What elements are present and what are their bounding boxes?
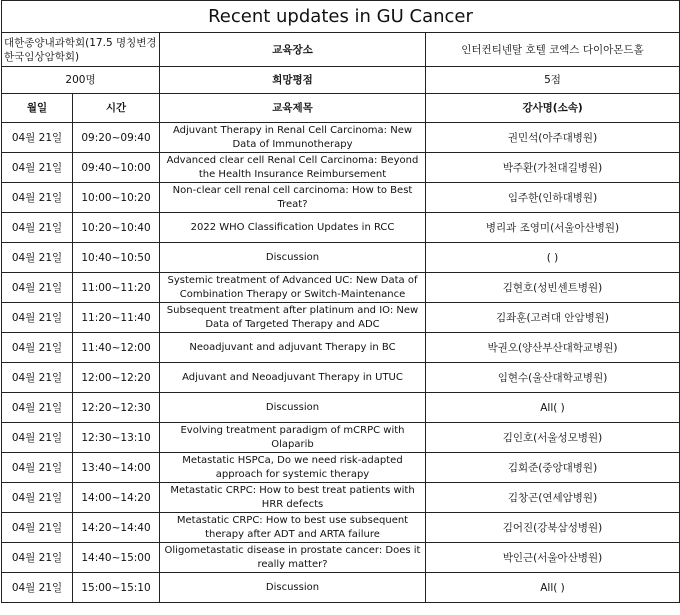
time-cell: 09:40~10:00: [73, 153, 160, 183]
time-cell: 14:20~14:40: [73, 513, 160, 543]
speaker-cell: 김창곤(연세암병원): [426, 483, 680, 513]
time-cell: 12:30~13:10: [73, 423, 160, 453]
topic-cell: Non-clear cell renal cell carcinoma: How to Best Treat?: [160, 183, 426, 213]
topic-cell: Metastatic CRPC: How to best treat patients with HRR defects: [160, 483, 426, 513]
topic-cell: Discussion: [160, 573, 426, 603]
time-cell: 15:00~15:10: [73, 573, 160, 603]
rating-value: 5점: [426, 67, 680, 94]
speaker-cell: 김인호(서울성모병원): [426, 423, 680, 453]
date-cell: 04월 21일: [2, 483, 73, 513]
table-row: [2, 303, 680, 333]
date-cell: 04월 21일: [2, 573, 73, 603]
column-header-topic: 교육제목: [160, 94, 426, 123]
venue-value: 인터컨티넨탈 호텔 코엑스 다이아몬드홀: [426, 33, 680, 67]
table-row: [2, 123, 680, 153]
speaker-cell: 김좌훈(고려대 안암병원): [426, 303, 680, 333]
table-row: [2, 213, 680, 243]
venue-label: 교육장소: [160, 33, 426, 67]
table-row: [2, 363, 680, 393]
time-cell: 14:00~14:20: [73, 483, 160, 513]
time-cell: 14:40~15:00: [73, 543, 160, 573]
topic-cell: Discussion: [160, 393, 426, 423]
speaker-cell: 권민석(아주대병원): [426, 123, 680, 153]
topic-cell: Adjuvant and Neoadjuvant Therapy in UTUC: [160, 363, 426, 393]
page-title: Recent updates in GU Cancer: [2, 1, 680, 33]
table-row: [2, 333, 680, 363]
column-header-time: 시간: [73, 94, 160, 123]
table-row: [2, 183, 680, 213]
time-cell: 12:20~12:30: [73, 393, 160, 423]
topic-cell: Discussion: [160, 243, 426, 273]
speaker-cell: 김어진(강북삼성병원): [426, 513, 680, 543]
speaker-cell: 임현수(울산대학교병원): [426, 363, 680, 393]
column-header-date: 월일: [2, 94, 73, 123]
topic-cell: Evolving treatment paradigm of mCRPC with Olaparib: [160, 423, 426, 453]
speaker-cell: 김회준(중앙대병원): [426, 453, 680, 483]
time-cell: 13:40~14:00: [73, 453, 160, 483]
table-row: [2, 153, 680, 183]
organizer-cell: 대한종양내과학회(17.5 명칭변경 한국임상암학회): [2, 33, 160, 67]
table-row: [2, 393, 680, 423]
speaker-cell: 병리과 조영미(서울아산병원): [426, 213, 680, 243]
time-cell: 12:00~12:20: [73, 363, 160, 393]
topic-cell: Advanced clear cell Renal Cell Carcinoma: Beyond the Health Insurance Reimbursement: [160, 153, 426, 183]
table-row: [2, 483, 680, 513]
topic-cell: Adjuvant Therapy in Renal Cell Carcinoma: New Data of Immunotherapy: [160, 123, 426, 153]
date-cell: 04월 21일: [2, 453, 73, 483]
topic-cell: 2022 WHO Classification Updates in RCC: [160, 213, 426, 243]
topic-cell: Oligometastatic disease in prostate cancer: Does it really matter?: [160, 543, 426, 573]
date-cell: 04월 21일: [2, 543, 73, 573]
topic-cell: Metastatic HSPCa, Do we need risk-adapted approach for systemic therapy: [160, 453, 426, 483]
speaker-cell: 박인근(서울아산병원): [426, 543, 680, 573]
speaker-cell: 박권오(양산부산대학교병원): [426, 333, 680, 363]
time-cell: 11:20~11:40: [73, 303, 160, 333]
speaker-cell: All( ): [426, 573, 680, 603]
speaker-cell: ( ): [426, 243, 680, 273]
time-cell: 10:20~10:40: [73, 213, 160, 243]
date-cell: 04월 21일: [2, 273, 73, 303]
table-row: [2, 543, 680, 573]
date-cell: 04월 21일: [2, 213, 73, 243]
speaker-cell: 임주한(인하대병원): [426, 183, 680, 213]
date-cell: 04월 21일: [2, 183, 73, 213]
date-cell: 04월 21일: [2, 393, 73, 423]
topic-cell: Subsequent treatment after platinum and IO: New Data of Targeted Therapy and ADC: [160, 303, 426, 333]
date-cell: 04월 21일: [2, 363, 73, 393]
speaker-cell: 박주환(가천대길병원): [426, 153, 680, 183]
date-cell: 04월 21일: [2, 423, 73, 453]
table-row: [2, 273, 680, 303]
table-row: [2, 243, 680, 273]
speaker-cell: All( ): [426, 393, 680, 423]
date-cell: 04월 21일: [2, 513, 73, 543]
date-cell: 04월 21일: [2, 123, 73, 153]
schedule-table: [1, 0, 680, 603]
column-header-speaker: 강사명(소속): [426, 94, 680, 123]
topic-cell: Systemic treatment of Advanced UC: New Data of Combination Therapy or Switch-Maintenance: [160, 273, 426, 303]
date-cell: 04월 21일: [2, 243, 73, 273]
capacity-value: 200명: [2, 67, 160, 94]
time-cell: 11:40~12:00: [73, 333, 160, 363]
time-cell: 10:00~10:20: [73, 183, 160, 213]
date-cell: 04월 21일: [2, 303, 73, 333]
table-row: [2, 423, 680, 453]
time-cell: 10:40~10:50: [73, 243, 160, 273]
table-row: [2, 453, 680, 483]
time-cell: 09:20~09:40: [73, 123, 160, 153]
table-row: [2, 513, 680, 543]
table-header-row: [2, 94, 680, 123]
time-cell: 11:00~11:20: [73, 273, 160, 303]
table-row: [2, 573, 680, 603]
date-cell: 04월 21일: [2, 333, 73, 363]
topic-cell: Neoadjuvant and adjuvant Therapy in BC: [160, 333, 426, 363]
schedule-sheet: [1, 0, 679, 603]
date-cell: 04월 21일: [2, 153, 73, 183]
rating-label: 희망평점: [160, 67, 426, 94]
speaker-cell: 김현호(성빈센트병원): [426, 273, 680, 303]
topic-cell: Metastatic CRPC: How to best use subsequent therapy after ADT and ARTA failure: [160, 513, 426, 543]
